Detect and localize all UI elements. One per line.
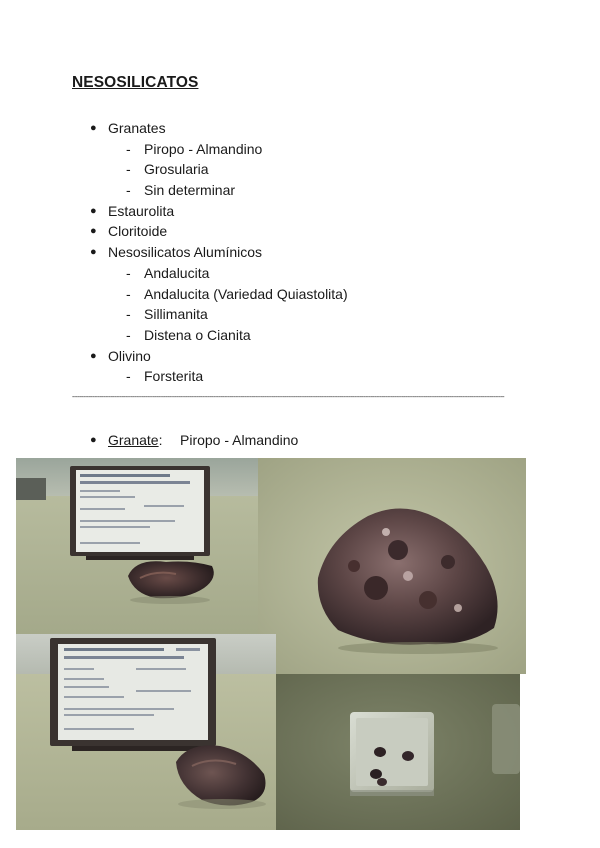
bullet-icon: ●	[90, 204, 97, 217]
sub-list-item-label: Distena o Cianita	[144, 326, 251, 343]
bullet-icon: ●	[90, 349, 97, 362]
section-heading	[0, 432, 600, 452]
dash-icon: -	[126, 368, 131, 385]
dash-icon: -	[126, 161, 131, 178]
list-item	[0, 242, 600, 263]
sub-list-item-label: Piropo - Almandino	[144, 140, 263, 157]
photo-specimen-closeup-image	[258, 458, 526, 674]
list-item	[0, 221, 600, 242]
list-item-label: Cloritoide	[108, 223, 168, 240]
dash-icon: -	[126, 285, 131, 302]
dash-icon: -	[126, 140, 131, 157]
page-title: NESOSILICATOS	[72, 74, 199, 91]
photo-specimens-in-box-image	[276, 674, 520, 830]
sub-list-item-label: Andalucita	[144, 264, 210, 281]
dashed-separator: --------------------------------------------------------------------------------------------------------------------------------------------------------------------------------------------------------------------------------------------	[72, 394, 505, 401]
list-item	[0, 346, 600, 367]
section-label: Granate	[108, 432, 159, 448]
photo-specimen-with-label-2-image	[16, 634, 276, 830]
sub-list-item	[0, 180, 600, 201]
list-item-label: Estaurolita	[108, 202, 175, 219]
sub-list-item-label: Sillimanita	[144, 306, 208, 323]
dash-icon: -	[126, 326, 131, 343]
dash-icon: -	[126, 306, 131, 323]
list-item-label: Olivino	[108, 347, 151, 364]
sub-list-item-label: Sin determinar	[144, 182, 236, 199]
list-item-label: Granates	[108, 120, 166, 136]
section-colon: :	[158, 432, 163, 448]
sub-list-item	[0, 325, 600, 346]
section-label-wrap	[108, 432, 162, 448]
photo-specimen-closeup	[258, 458, 526, 674]
dash-icon: -	[126, 182, 131, 199]
bullet-icon: ●	[90, 246, 97, 259]
sub-list-item-label: Andalucita (Variedad Quiastolita)	[144, 285, 348, 302]
dash-icon: -	[126, 264, 131, 281]
sub-list-item	[0, 263, 600, 284]
sub-list-item	[0, 366, 600, 387]
list-item	[0, 201, 600, 222]
sub-list-item	[0, 139, 600, 160]
photo-specimen-with-label-2	[16, 634, 276, 830]
sub-list-item	[0, 284, 600, 305]
bullet-icon: ●	[90, 122, 97, 134]
photo-specimens-in-box	[276, 674, 520, 830]
photo-specimen-with-label-1	[16, 458, 258, 634]
list-item-label: Nesosilicatos Alumínicos	[108, 244, 263, 261]
sub-list-item-label: Forsterita	[144, 368, 204, 385]
sub-list-item	[0, 159, 600, 180]
bullet-icon: ●	[90, 225, 97, 238]
sub-list-item-label: Grosularia	[144, 161, 209, 178]
list-item	[0, 118, 600, 139]
photo-specimen-with-label-1-image	[16, 458, 258, 634]
section-value: Piropo - Almandino	[180, 432, 299, 448]
bullet-icon: ●	[90, 434, 97, 446]
mineral-list	[0, 118, 600, 387]
sub-list-item	[0, 304, 600, 325]
